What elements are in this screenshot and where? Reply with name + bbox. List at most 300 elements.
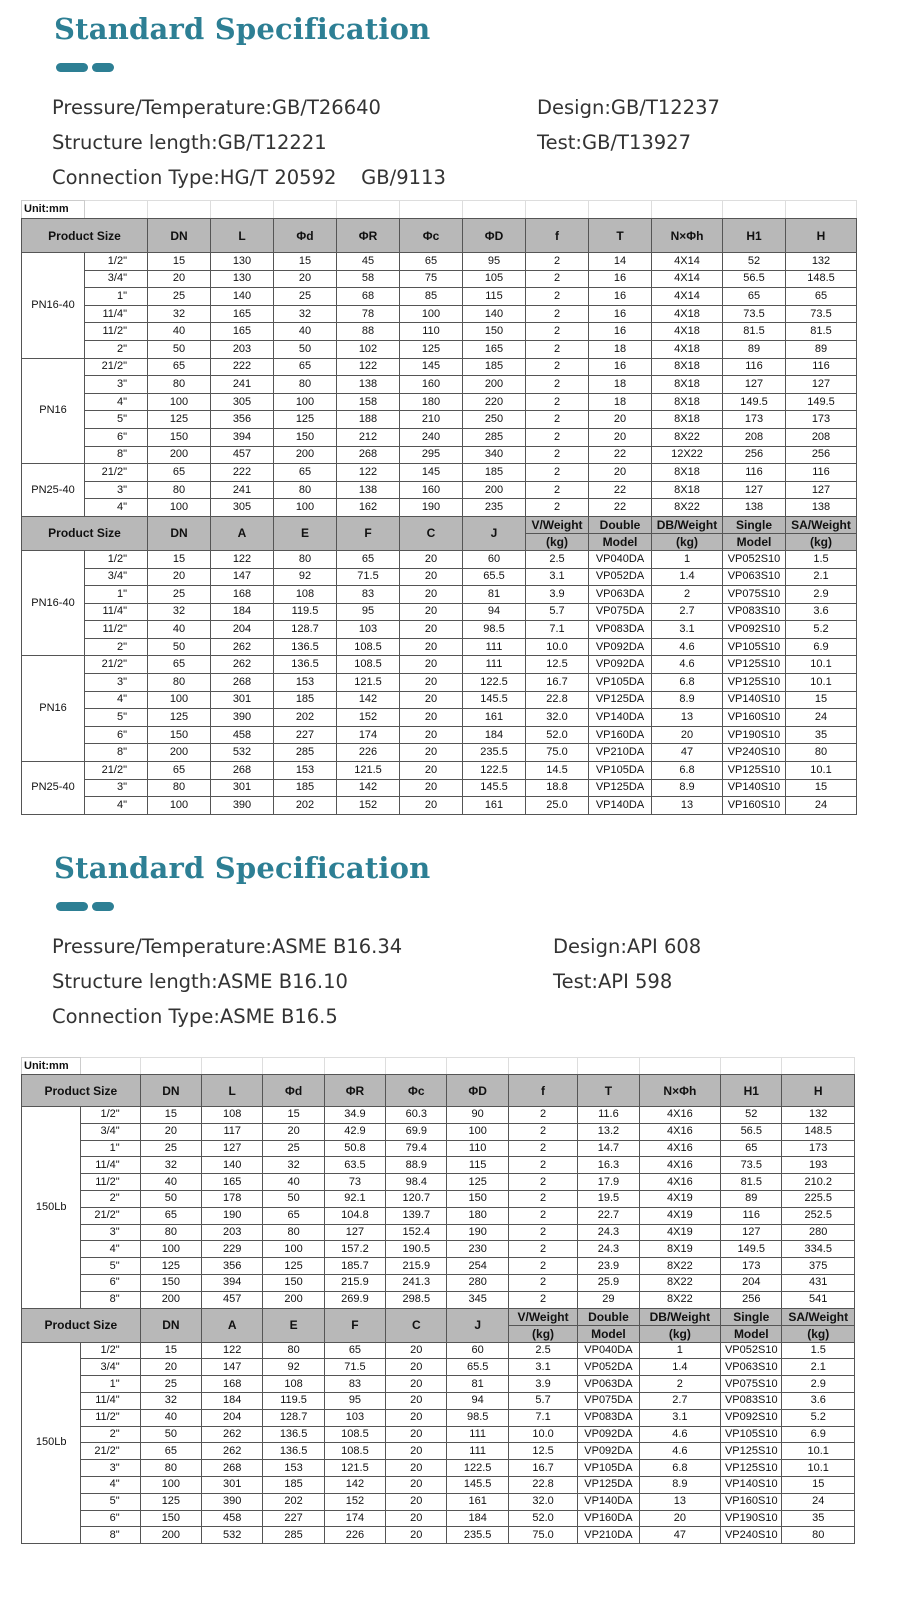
data-cell: 268 — [211, 762, 274, 780]
data-cell: 111 — [463, 638, 526, 656]
data-cell: 22.7 — [578, 1207, 639, 1224]
column-header: Φd — [274, 219, 337, 253]
data-cell: 50 — [274, 340, 337, 358]
column-header: DN — [140, 1308, 201, 1342]
data-cell: 22 — [589, 481, 652, 499]
data-cell: 142 — [337, 779, 400, 797]
data-cell: 25.9 — [578, 1274, 639, 1291]
data-cell: 241 — [211, 376, 274, 394]
data-cell: 125 — [263, 1258, 324, 1275]
data-cell: 136.5 — [263, 1426, 324, 1443]
table-row — [22, 762, 857, 780]
size-cell: 3/4" — [81, 1123, 140, 1140]
data-cell: 149.5 — [721, 1241, 782, 1258]
data-cell: 32 — [140, 1157, 201, 1174]
data-cell: 153 — [263, 1460, 324, 1477]
data-cell: 25 — [148, 288, 211, 306]
data-cell: 200 — [263, 1291, 324, 1308]
group-label: 150Lb — [22, 1107, 81, 1309]
data-cell: 3.1 — [639, 1409, 720, 1426]
data-cell: 457 — [202, 1291, 263, 1308]
data-cell: 136.5 — [274, 656, 337, 674]
data-cell: 128.7 — [263, 1409, 324, 1426]
table-row — [22, 323, 857, 341]
data-cell: 15 — [786, 779, 857, 797]
data-cell: VP092DA — [578, 1426, 639, 1443]
data-cell: 20 — [140, 1123, 201, 1140]
header-row — [22, 1308, 855, 1325]
data-cell: 16 — [589, 323, 652, 341]
data-cell: 127 — [723, 376, 786, 394]
data-cell: 8X18 — [652, 481, 723, 499]
data-cell: 356 — [202, 1258, 263, 1275]
data-cell: VP125S10 — [721, 1460, 782, 1477]
data-cell: 8X22 — [639, 1258, 720, 1275]
data-cell: 25 — [263, 1140, 324, 1157]
size-cell: 21/2" — [81, 1207, 140, 1224]
data-cell: 10.1 — [786, 674, 857, 692]
column-header: F — [324, 1308, 385, 1342]
data-cell: 2 — [508, 1291, 577, 1308]
data-cell: 148.5 — [782, 1123, 855, 1140]
data-cell: 20 — [400, 586, 463, 604]
column-subheader: (kg) — [508, 1325, 577, 1342]
data-cell: 60 — [463, 550, 526, 568]
size-cell: 6" — [85, 428, 148, 446]
data-cell: 145 — [400, 358, 463, 376]
data-cell: 2 — [526, 393, 589, 411]
data-cell: 122.5 — [463, 674, 526, 692]
column-header: ΦR — [337, 219, 400, 253]
data-cell: 8.9 — [652, 779, 723, 797]
size-cell: 21/2" — [85, 762, 148, 780]
data-cell: 140 — [202, 1157, 263, 1174]
data-cell: 6.8 — [652, 762, 723, 780]
size-cell: 8" — [81, 1291, 140, 1308]
size-cell: 11/4" — [81, 1157, 140, 1174]
data-cell: 2 — [508, 1140, 577, 1157]
data-cell: 75.0 — [508, 1527, 577, 1544]
data-cell: VP140DA — [589, 797, 652, 815]
table-row — [22, 1476, 855, 1493]
data-cell: 16 — [589, 305, 652, 323]
table-row — [22, 499, 857, 517]
data-cell: 19.5 — [578, 1190, 639, 1207]
data-cell: 8X22 — [639, 1274, 720, 1291]
data-cell: VP092DA — [578, 1443, 639, 1460]
data-cell: 68 — [337, 288, 400, 306]
data-cell: 127 — [723, 481, 786, 499]
data-cell: 122 — [337, 358, 400, 376]
column-header: Double — [578, 1308, 639, 1325]
size-cell: 2" — [81, 1426, 140, 1443]
data-cell: 29 — [578, 1291, 639, 1308]
size-cell: 21/2" — [81, 1443, 140, 1460]
data-cell: 132 — [782, 1107, 855, 1124]
data-cell: VP063S10 — [723, 568, 786, 586]
group-label: PN16 — [22, 656, 85, 762]
column-header: L — [211, 219, 274, 253]
data-cell: VP240S10 — [721, 1527, 782, 1544]
data-cell: 458 — [202, 1510, 263, 1527]
data-cell: 100 — [148, 499, 211, 517]
group-label: PN16 — [22, 358, 85, 464]
table-row — [22, 1258, 855, 1275]
data-cell: 65 — [400, 253, 463, 271]
size-cell: 2" — [81, 1190, 140, 1207]
data-cell: 2 — [526, 376, 589, 394]
data-cell: 305 — [211, 499, 274, 517]
data-cell: 47 — [652, 744, 723, 762]
data-cell: 8X22 — [652, 499, 723, 517]
data-cell: 160 — [400, 376, 463, 394]
data-cell: 25.0 — [526, 797, 589, 815]
table-row — [22, 1224, 855, 1241]
size-cell: 3/4" — [85, 568, 148, 586]
spec-test: Test:API 598 — [553, 970, 673, 993]
data-cell: 190 — [447, 1224, 508, 1241]
data-cell: 116 — [721, 1207, 782, 1224]
data-cell: VP063DA — [589, 586, 652, 604]
column-subheader: (kg) — [782, 1325, 855, 1342]
data-cell: 104.8 — [324, 1207, 385, 1224]
table-row — [22, 411, 857, 429]
data-cell: 20 — [274, 270, 337, 288]
column-header: DB/Weight — [652, 516, 723, 533]
column-header: N×Φh — [639, 1075, 720, 1107]
data-cell: 65 — [786, 288, 857, 306]
data-cell: 193 — [782, 1157, 855, 1174]
data-cell: VP083DA — [578, 1409, 639, 1426]
column-subheader: Model — [578, 1325, 639, 1342]
data-cell: 122 — [337, 464, 400, 482]
data-cell: 2 — [652, 586, 723, 604]
data-cell: 165 — [202, 1174, 263, 1191]
size-cell: 3" — [85, 674, 148, 692]
data-cell: 4X16 — [639, 1107, 720, 1124]
spec-structure: Structure length:ASME B16.10 — [52, 970, 348, 993]
data-cell: 390 — [211, 709, 274, 727]
data-cell: 280 — [782, 1224, 855, 1241]
column-header: L — [202, 1075, 263, 1107]
data-cell: 285 — [463, 428, 526, 446]
data-cell: 3.6 — [782, 1392, 855, 1409]
data-cell: 2.7 — [639, 1392, 720, 1409]
data-cell: 8X18 — [652, 376, 723, 394]
data-cell: 20 — [400, 603, 463, 621]
data-cell: 5.7 — [508, 1392, 577, 1409]
table-row — [22, 1241, 855, 1258]
data-cell: 203 — [202, 1224, 263, 1241]
blank-cell — [202, 1058, 263, 1075]
data-cell: 298.5 — [386, 1291, 447, 1308]
data-cell: 8.9 — [639, 1476, 720, 1493]
data-cell: 90 — [447, 1107, 508, 1124]
data-cell: 173 — [723, 411, 786, 429]
data-cell: 50 — [140, 1190, 201, 1207]
data-cell: 394 — [211, 428, 274, 446]
data-cell: 100 — [447, 1123, 508, 1140]
data-cell: 18 — [589, 376, 652, 394]
data-cell: VP210DA — [589, 744, 652, 762]
data-cell: 241 — [211, 481, 274, 499]
data-cell: 119.5 — [263, 1392, 324, 1409]
data-cell: 80 — [148, 779, 211, 797]
data-cell: 210.2 — [782, 1174, 855, 1191]
data-cell: 152.4 — [386, 1224, 447, 1241]
data-cell: 125 — [400, 340, 463, 358]
size-cell: 3" — [85, 779, 148, 797]
data-cell: 4X19 — [639, 1207, 720, 1224]
data-cell: 2.1 — [782, 1359, 855, 1376]
data-cell: 2 — [526, 288, 589, 306]
data-cell: 25 — [148, 586, 211, 604]
data-cell: VP140S10 — [721, 1476, 782, 1493]
data-cell: 8X22 — [652, 428, 723, 446]
data-cell: 268 — [211, 674, 274, 692]
data-cell: 65 — [140, 1207, 201, 1224]
data-cell: 10.0 — [508, 1426, 577, 1443]
data-cell: 50 — [148, 340, 211, 358]
data-cell: 65.5 — [463, 568, 526, 586]
size-cell: 3" — [81, 1460, 140, 1477]
data-cell: 168 — [211, 586, 274, 604]
data-cell: VP125S10 — [723, 656, 786, 674]
data-cell: 138 — [723, 499, 786, 517]
data-cell: 78 — [337, 305, 400, 323]
table-row — [22, 253, 857, 271]
table-row — [22, 1342, 855, 1359]
size-cell: 21/2" — [85, 358, 148, 376]
table-row — [22, 376, 857, 394]
data-cell: 390 — [202, 1493, 263, 1510]
column-header: C — [400, 516, 463, 550]
data-cell: 4X19 — [639, 1224, 720, 1241]
data-cell: 226 — [324, 1527, 385, 1544]
data-cell: 12.5 — [508, 1443, 577, 1460]
spec-pressure: Pressure/Temperature:ASME B16.34 — [52, 935, 403, 958]
data-cell: 15 — [782, 1476, 855, 1493]
data-cell: 204 — [721, 1274, 782, 1291]
data-cell: 40 — [140, 1174, 201, 1191]
data-cell: 6.8 — [652, 674, 723, 692]
data-cell: 47 — [639, 1527, 720, 1544]
blank-cell — [639, 1058, 720, 1075]
data-cell: 24.3 — [578, 1224, 639, 1241]
data-cell: 83 — [337, 586, 400, 604]
data-cell: 125 — [274, 411, 337, 429]
data-cell: 20 — [400, 709, 463, 727]
unit-label: Unit:mm — [22, 1058, 81, 1075]
data-cell: 190 — [400, 499, 463, 517]
column-header: T — [589, 219, 652, 253]
data-cell: 16 — [589, 358, 652, 376]
data-cell: 2.7 — [652, 603, 723, 621]
data-cell: 142 — [337, 691, 400, 709]
data-cell: 14.7 — [578, 1140, 639, 1157]
size-cell: 5" — [81, 1258, 140, 1275]
data-cell: 65 — [274, 358, 337, 376]
data-cell: 200 — [140, 1291, 201, 1308]
table-row — [22, 1527, 855, 1544]
data-cell: 1.5 — [782, 1342, 855, 1359]
section-title: Standard Specification — [54, 12, 431, 46]
data-cell: 117 — [202, 1123, 263, 1140]
column-header: Product Size — [22, 516, 148, 550]
data-cell: 102 — [337, 340, 400, 358]
size-cell: 6" — [81, 1510, 140, 1527]
data-cell: VP040DA — [589, 550, 652, 568]
data-cell: 20 — [400, 550, 463, 568]
data-cell: 3.9 — [508, 1376, 577, 1393]
data-cell: 40 — [140, 1409, 201, 1426]
data-cell: 8X18 — [652, 411, 723, 429]
data-cell: 100 — [274, 499, 337, 517]
blank-cell — [400, 201, 463, 219]
data-cell: 20 — [400, 656, 463, 674]
data-cell: 60 — [447, 1342, 508, 1359]
data-cell: 108.5 — [324, 1426, 385, 1443]
data-cell: 15 — [786, 691, 857, 709]
data-cell: 65 — [140, 1443, 201, 1460]
data-cell: 4X14 — [652, 288, 723, 306]
data-cell: 50 — [263, 1190, 324, 1207]
data-cell: VP075S10 — [723, 586, 786, 604]
data-cell: 52.0 — [526, 726, 589, 744]
data-cell: 180 — [400, 393, 463, 411]
spec-structure: Structure length:GB/T12221 — [52, 131, 327, 154]
table-row — [22, 1510, 855, 1527]
data-cell: 184 — [202, 1392, 263, 1409]
column-header: Product Size — [22, 219, 148, 253]
header-row — [22, 219, 857, 253]
unit-label: Unit:mm — [22, 201, 85, 219]
data-cell: 56.5 — [721, 1123, 782, 1140]
table-row — [22, 656, 857, 674]
column-header: DB/Weight — [639, 1308, 720, 1325]
data-cell: 20 — [386, 1342, 447, 1359]
data-cell: 10.0 — [526, 638, 589, 656]
table-row — [22, 393, 857, 411]
column-header: Double — [589, 516, 652, 533]
data-cell: 22.8 — [526, 691, 589, 709]
data-cell: 262 — [202, 1426, 263, 1443]
data-cell: 138 — [786, 499, 857, 517]
data-cell: 32 — [274, 305, 337, 323]
data-cell: VP083DA — [589, 621, 652, 639]
data-cell: 305 — [211, 393, 274, 411]
data-cell: 52 — [723, 253, 786, 271]
group-label: PN25-40 — [22, 464, 85, 517]
data-cell: 4X19 — [639, 1190, 720, 1207]
table-row — [22, 674, 857, 692]
blank-cell — [786, 201, 857, 219]
column-header: C — [386, 1308, 447, 1342]
table-row — [22, 1274, 855, 1291]
table-row — [22, 586, 857, 604]
data-cell: 161 — [447, 1493, 508, 1510]
data-cell: 98.5 — [447, 1409, 508, 1426]
size-cell: 11/4" — [81, 1392, 140, 1409]
data-cell: 16.3 — [578, 1157, 639, 1174]
data-cell: 158 — [337, 393, 400, 411]
data-cell: 2 — [508, 1190, 577, 1207]
data-cell: 4X18 — [652, 340, 723, 358]
data-cell: 73.5 — [723, 305, 786, 323]
data-cell: 20 — [386, 1359, 447, 1376]
data-cell: 108.5 — [337, 638, 400, 656]
data-cell: 150 — [140, 1274, 201, 1291]
spec-table — [21, 1057, 855, 1544]
data-cell: 5.2 — [782, 1409, 855, 1426]
data-cell: 340 — [463, 446, 526, 464]
size-cell: 11/4" — [85, 305, 148, 323]
data-cell: 25 — [140, 1140, 201, 1157]
spec-test: Test:GB/T13927 — [537, 131, 691, 154]
data-cell: 100 — [140, 1476, 201, 1493]
data-cell: 202 — [274, 797, 337, 815]
table-row — [22, 638, 857, 656]
data-cell: VP105DA — [589, 674, 652, 692]
data-cell: VP075DA — [589, 603, 652, 621]
data-cell: 130 — [211, 270, 274, 288]
table-row — [22, 1107, 855, 1124]
data-cell: 92.1 — [324, 1190, 385, 1207]
data-cell: 235 — [463, 499, 526, 517]
data-cell: 184 — [463, 726, 526, 744]
size-cell: 8" — [85, 446, 148, 464]
data-cell: 45 — [337, 253, 400, 271]
data-cell: 16 — [589, 288, 652, 306]
data-cell: 184 — [447, 1510, 508, 1527]
data-cell: 92 — [274, 568, 337, 586]
data-cell: 40 — [274, 323, 337, 341]
data-cell: 65 — [148, 358, 211, 376]
data-cell: 215.9 — [324, 1274, 385, 1291]
data-cell: 203 — [211, 340, 274, 358]
data-cell: 103 — [337, 621, 400, 639]
data-cell: 532 — [202, 1527, 263, 1544]
data-cell: 230 — [447, 1241, 508, 1258]
data-cell: 168 — [202, 1376, 263, 1393]
data-cell: 20 — [589, 411, 652, 429]
data-cell: 2.9 — [782, 1376, 855, 1393]
data-cell: 12X22 — [652, 446, 723, 464]
size-cell: 4" — [85, 691, 148, 709]
data-cell: 285 — [274, 744, 337, 762]
data-cell: 185 — [463, 358, 526, 376]
data-cell: 2.9 — [786, 586, 857, 604]
data-cell: 241.3 — [386, 1274, 447, 1291]
data-cell: 2 — [526, 411, 589, 429]
data-cell: 2 — [526, 481, 589, 499]
data-cell: 65 — [148, 464, 211, 482]
spec-pressure: Pressure/Temperature:GB/T26640 — [52, 96, 381, 119]
size-cell: 2" — [85, 340, 148, 358]
data-cell: 32.0 — [526, 709, 589, 727]
data-cell: 24 — [782, 1493, 855, 1510]
size-cell: 3" — [85, 376, 148, 394]
data-cell: 100 — [263, 1241, 324, 1258]
table-row — [22, 603, 857, 621]
data-cell: 127 — [786, 481, 857, 499]
data-cell: VP125S10 — [721, 1443, 782, 1460]
data-cell: 58 — [337, 270, 400, 288]
table-row — [22, 1140, 855, 1157]
data-cell: 110 — [400, 323, 463, 341]
data-cell: 111 — [447, 1443, 508, 1460]
data-cell: 20 — [589, 464, 652, 482]
